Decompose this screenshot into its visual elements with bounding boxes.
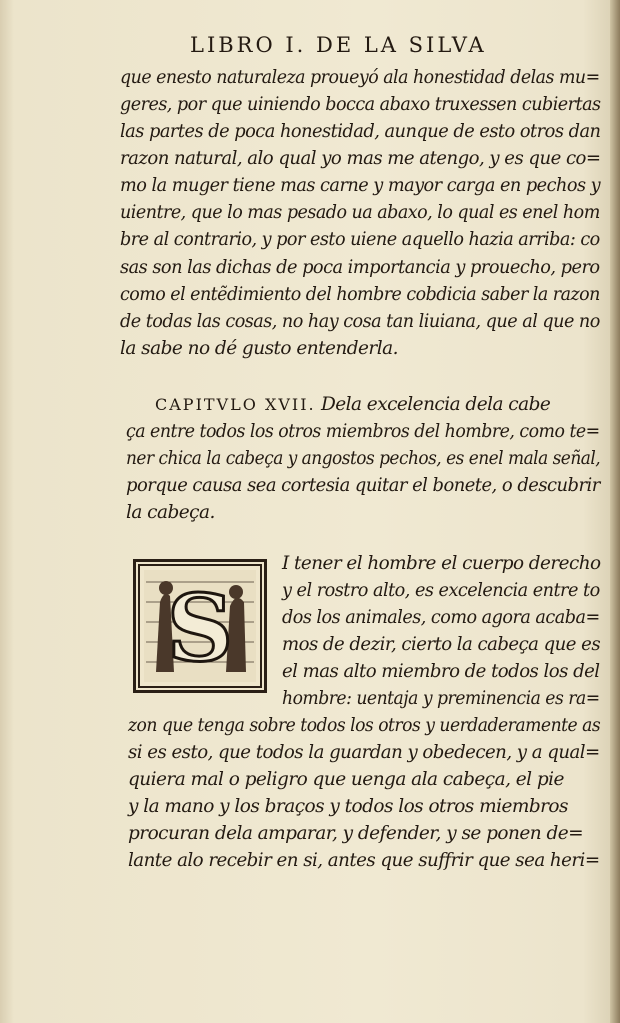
initial-letter: S	[166, 574, 234, 682]
chapter-heading-line	[155, 393, 550, 417]
chapter-title-line: ner chica la cabeça y angostos pechos, es enel mala señal,	[126, 448, 601, 469]
text-line: lante alo recebir en si, antes que suffrir que sea heri=	[128, 850, 600, 871]
text-line: el mas alto miembro de todos los del	[282, 661, 600, 682]
chapter-title-line: ça entre todos los otros miembros del hombre, como te=	[126, 421, 600, 442]
decorated-initial-woodcut	[133, 559, 267, 693]
text-line: mo la muger tiene mas carne y mayor carga en pechos y	[120, 175, 601, 196]
text-line: que enesto naturaleza proueyó ala honestidad delas mu=	[120, 67, 600, 88]
text-line: sas son las dichas de poca importancia y prouecho, pero	[120, 257, 600, 278]
text-line: y la mano y los braços y todos los otros miembros	[128, 796, 568, 817]
woodcut-illustration	[136, 562, 264, 690]
text-line: si es esto, que todos la guardan y obedecen, y a qual=	[128, 742, 600, 763]
text-line: quiera mal o peligro que uenga ala cabeça, el pie	[128, 769, 564, 790]
text-line: uientre, que lo mas pesado ua abaxo, lo qual es enel hom	[120, 202, 600, 223]
chapter-label: CAPITVLO XVII.	[155, 395, 316, 414]
chapter-title-line: la cabeça.	[126, 502, 215, 523]
text-line: mos de dezir, cierto la cabeça que es	[282, 634, 601, 655]
chapter-title-line: porque causa sea cortesia quitar el bonete, o descubrir	[126, 475, 600, 496]
text-line: la sabe no dé gusto entenderla.	[120, 338, 398, 359]
running-header: LIBRO I. DE LA SILVA	[190, 33, 487, 57]
text-line: de todas las cosas, no hay cosa tan liuiana, que al que no	[120, 311, 600, 332]
text-line: bre al contrario, y por esto uiene aquello hazia arriba: co	[120, 229, 600, 250]
text-line: dos los animales, como agora acaba=	[282, 607, 600, 628]
text-line: razon natural, alo qual yo mas me atengo, y es que co=	[120, 148, 601, 169]
text-line: hombre: uentaja y preminencia es ra=	[282, 688, 600, 709]
text-line: zon que tenga sobre todos los otros y uerdaderamente as	[128, 715, 601, 736]
text-line: I tener el hombre el cuerpo derecho	[282, 553, 601, 574]
text-line: las partes de poca honestidad, aunque de esto otros dan	[120, 121, 601, 142]
text-line: procuran dela amparar, y defender, y se ponen de=	[128, 823, 584, 844]
page-gutter-shadow	[610, 0, 620, 1023]
text-line: y el rostro alto, es excelencia entre to	[282, 580, 600, 601]
text-line: como el entẽdimiento del hombre cobdicia saber la razon	[120, 284, 600, 305]
chapter-title-start: Dela excelencia dela cabe	[320, 394, 551, 415]
text-line: geres, por que uiniendo bocca abaxo truxessen cubiertas	[120, 94, 601, 115]
